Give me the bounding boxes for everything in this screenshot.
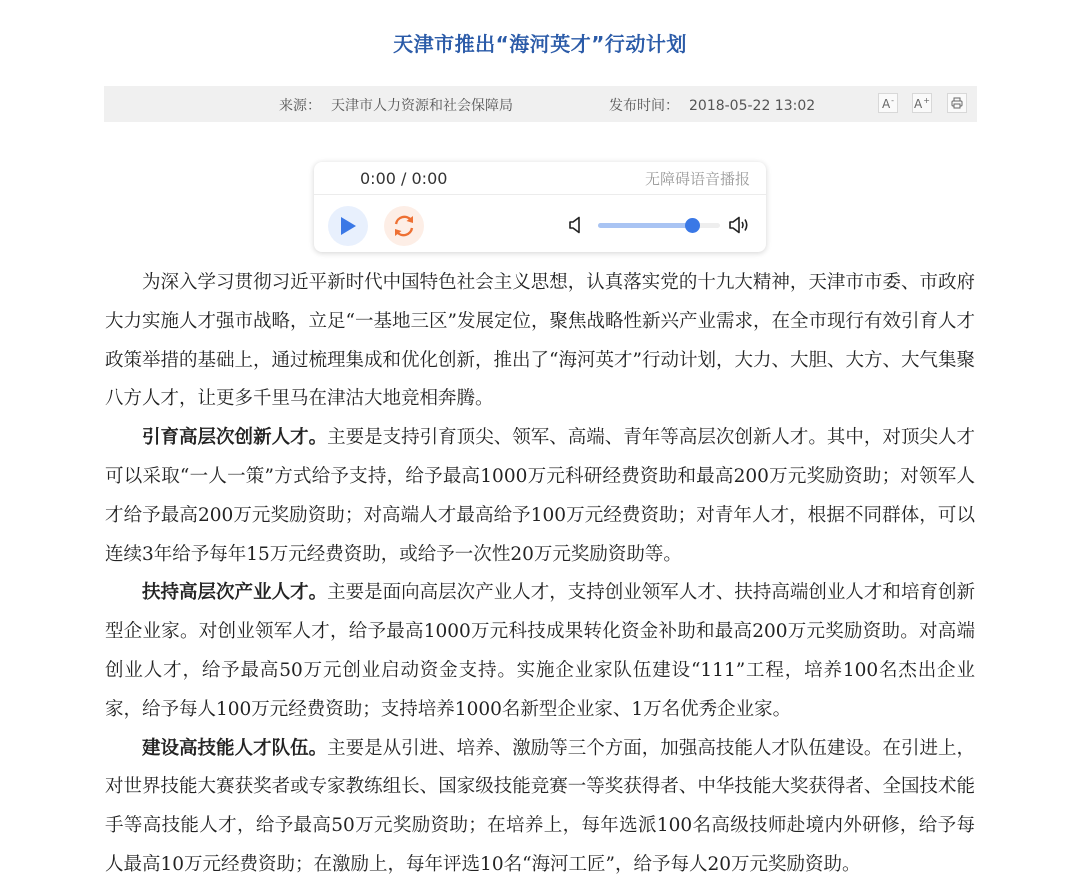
source-value: 天津市人力资源和社会保障局 bbox=[331, 98, 513, 114]
print-button[interactable] bbox=[947, 93, 967, 113]
volume-slider-fill bbox=[598, 223, 692, 228]
article-title: 天津市推出“海河英才”行动计划 bbox=[393, 32, 687, 56]
mute-button[interactable] bbox=[568, 216, 582, 238]
volume-slider-handle[interactable] bbox=[685, 218, 700, 233]
volume-slider[interactable] bbox=[598, 223, 720, 228]
paragraph-intro: 为深入学习贯彻习近平新时代中国特色社会主义思想，认真落实党的十九大精神，天津市市委、市政府大力实施人才强市战略，立足“一基地三区”发展定位，聚焦战略性新兴产业需求，在全市现行有效引育人才政策举措的基础上，通过梳理集成和优化创新，推出了“海河英才”行动计划，大力、大胆、大方、大气集聚八方人才，让更多千里马在津沽大地竞相奔腾。 bbox=[105, 272, 975, 410]
section-heading: 扶持高层次产业人才。 bbox=[142, 582, 328, 604]
paragraph-industry-talent: 扶持高层次产业人才。主要是面向高层次产业人才，支持创业领军人才、扶持高端创业人才和培育创新型企业家。对创业领军人才，给予最高1000万元科技成果转化资金补助和最高200万元奖励资助。对高端创业人才，给予最高50万元创业启动资金支持。实施企业家队伍建设“111”工程，培养100名杰出企业家，给予每人100万元经费资助；支持培养1000名新型企业家、1万名优秀企业家。 bbox=[105, 582, 975, 720]
paragraph-skilled-talent: 建设高技能人才队伍。主要是从引进、培养、激励等三个方面，加强高技能人才队伍建设。在引进上，对世界技能大赛获奖者或专家教练组长、国家级技能竞赛一等奖获得者、中华技能大奖获得者、全国技术能手等高技能人才，给予最高50万元奖励资助；在培养上，每年选派100名高级技师赴境内外研修，给予每人最高10万元经费资助；在激励上，每年评选10名“海河工匠”，给予每人20万元奖励资助。 bbox=[105, 737, 975, 875]
font-increase-button[interactable] bbox=[912, 93, 932, 113]
article-source bbox=[279, 95, 513, 115]
printer-icon bbox=[951, 97, 963, 109]
date-label: 发布时间： bbox=[609, 98, 679, 114]
accessibility-audio-label: 无障碍语音播报 bbox=[644, 170, 750, 188]
volume-high-icon bbox=[728, 215, 750, 235]
replay-button[interactable] bbox=[384, 206, 424, 246]
font-decrease-icon: A- bbox=[881, 95, 895, 111]
font-increase-icon: A+ bbox=[914, 95, 930, 111]
volume-max-button[interactable] bbox=[728, 215, 750, 239]
source-label: 来源： bbox=[279, 98, 321, 114]
volume-low-icon bbox=[568, 216, 582, 234]
play-button[interactable] bbox=[328, 206, 368, 246]
date-value: 2018-05-22 13:02 bbox=[689, 98, 816, 114]
play-icon bbox=[339, 216, 357, 236]
audio-player bbox=[314, 162, 766, 252]
section-heading: 引育高层次创新人才。 bbox=[142, 427, 328, 449]
article-meta-bar bbox=[104, 86, 977, 122]
publish-date bbox=[609, 95, 815, 115]
font-decrease-button[interactable] bbox=[878, 93, 898, 113]
playback-time: 0:00 / 0:00 bbox=[360, 169, 448, 188]
refresh-icon bbox=[391, 213, 417, 239]
section-heading: 建设高技能人才队伍。 bbox=[142, 737, 328, 759]
article-body bbox=[105, 264, 975, 885]
paragraph-innovation-talent: 引育高层次创新人才。主要是支持引育顶尖、领军、高端、青年等高层次创新人才。其中，对顶尖人才可以采取“一人一策”方式给予支持，给予最高1000万元科研经费资助和最高200万元奖励资助；对领军人才给予最高200万元奖励资助；对高端人才最高给予100万元经费资助；对青年人才，根据不同群体，可以连续3年给予每年15万元经费资助，或给予一次性20万元奖励资助等。 bbox=[105, 427, 975, 565]
